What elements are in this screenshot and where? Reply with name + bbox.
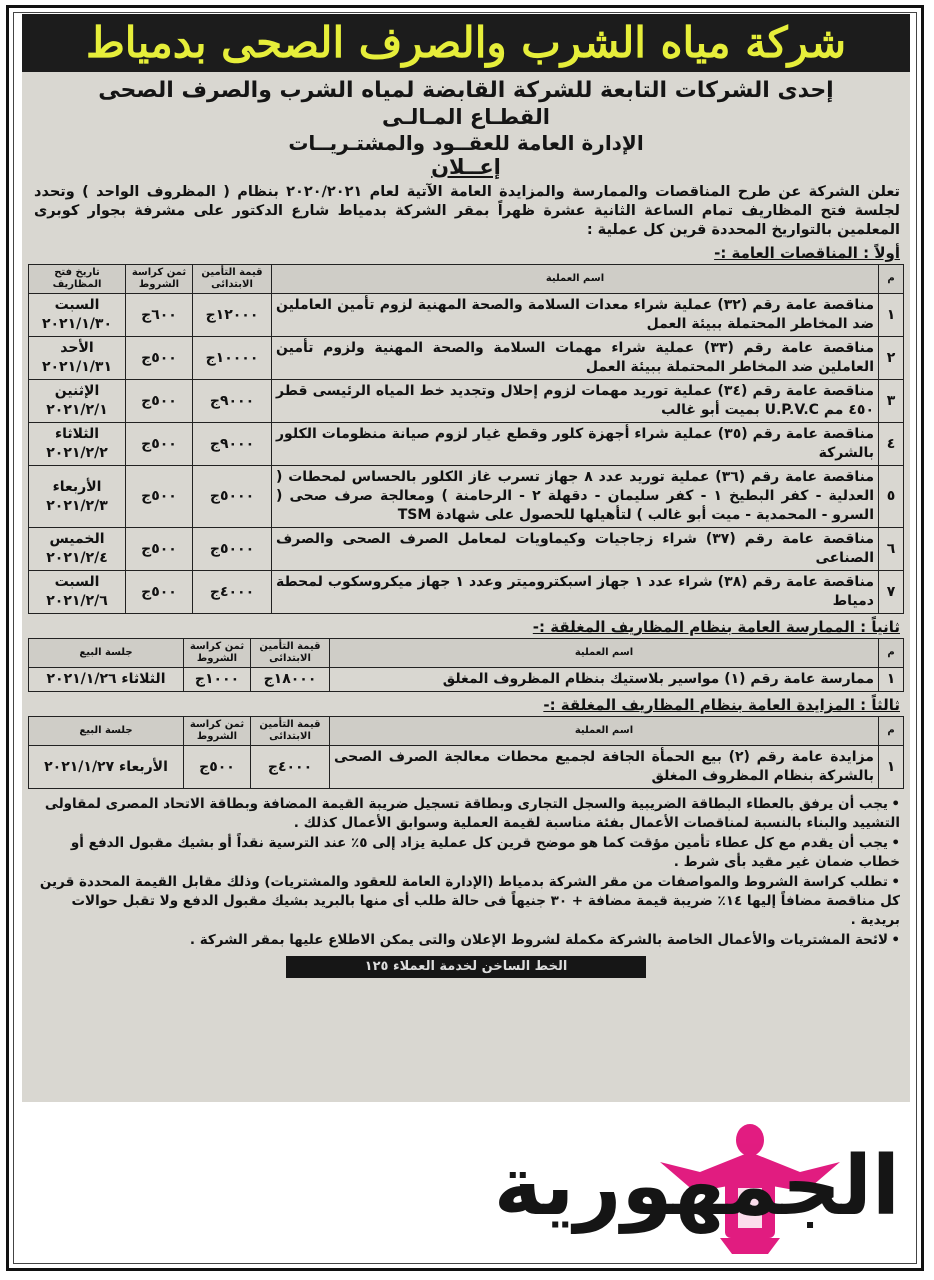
row-insurance: ١٢٠٠٠ج: [193, 294, 272, 337]
row-date: ٢٠٢١/٢/٤: [46, 550, 108, 566]
section-1-title: أولاً : المناقصات العامة :-: [714, 244, 900, 262]
col-insurance: قيمة التأمين الابتدائى: [193, 265, 272, 294]
notes-list: [22, 789, 910, 950]
row-fee: ٥٠٠ج: [126, 571, 193, 614]
row-number: ١: [879, 746, 904, 789]
row-day: الثلاثاء: [54, 426, 100, 442]
bullet-icon: •: [891, 874, 900, 890]
row-open-date: [29, 528, 126, 571]
row-session: الأربعاء ٢٠٢١/١/٢٧: [29, 746, 184, 789]
note-text: لائحة المشتريات والأعمال الخاصة بالشركة مكملة لشروط الإعلان والتى يمكن الاطلاع عليها بمقر الشركة .: [189, 932, 888, 948]
row-operation-name: مناقصة عامة رقم (٣٨) شراء عدد ١ جهاز اسبكتروميتر وعدد ١ جهاز ميكروسكوب لمحطة دمياط: [272, 571, 879, 614]
row-date: ٢٠٢١/١/٣١: [41, 359, 113, 375]
newspaper-clipping: [22, 14, 910, 1102]
logo-text: الجمهورية: [493, 1139, 900, 1234]
row-number: ٢: [879, 337, 904, 380]
col-fee: ثمن كراسة الشروط: [184, 717, 251, 746]
row-fee: ٥٠٠ج: [126, 528, 193, 571]
bullet-icon: •: [891, 835, 900, 851]
row-date: ٢٠٢١/١/٣٠: [41, 316, 113, 332]
table-row: [29, 668, 904, 692]
note-text: يجب أن يقدم مع كل عطاء تأمين مؤقت كما هو موضح قرين كل عملية يزاد إلى ٥٪ عند الترسية نقداً أو بشيك مقبول الدفع أو خطاب ضمان غير مقيد بأى شرط .: [70, 835, 900, 870]
row-number: ٦: [879, 528, 904, 571]
row-insurance: ٩٠٠٠ج: [193, 423, 272, 466]
row-open-date: [29, 337, 126, 380]
row-operation-name: مناقصة عامة رقم (٣٣) عملية شراء مهمات السلامة والصحة المهنية ولزوم تأمين العاملين ضد المخاطر المحتملة ببيئة العمل: [272, 337, 879, 380]
col-insurance: قيمة التأمين الابتدائى: [251, 639, 330, 668]
row-operation-name: مناقصة عامة رقم (٣٢) عملية شراء معدات السلامة والصحة المهنية لزوم تأمين العاملين ضد المخاطر المحتملة ببيئة العمل: [272, 294, 879, 337]
col-session: جلسة البيع: [29, 639, 184, 668]
row-open-date: [29, 294, 126, 337]
col-operation: اسم العملية: [330, 717, 879, 746]
table-row: [29, 466, 904, 528]
row-date: ٢٠٢١/٢/٦: [46, 593, 108, 609]
row-operation-name: مزايدة عامة رقم (٢) بيع الحمأة الجافة لجميع محطات معالجة الصرف الصحى بالشركة بنظام المظروف المغلق: [330, 746, 879, 789]
row-fee: ٥٠٠ج: [126, 423, 193, 466]
row-open-date: [29, 571, 126, 614]
row-fee: ٥٠٠ج: [126, 337, 193, 380]
row-date: ٢٠٢١/٢/٢: [46, 445, 108, 461]
row-open-date: [29, 380, 126, 423]
table-header-row: [29, 265, 904, 294]
row-day: الإثنين: [54, 383, 100, 399]
table-row: [29, 746, 904, 789]
row-number: ١: [879, 294, 904, 337]
col-open-date: تاريخ فتح المظاريف: [29, 265, 126, 294]
auction-table: [28, 716, 904, 789]
intro-paragraph: تعلن الشركة عن طرح المناقصات والممارسة والمزايدة العامة الآتية لعام ٢٠٢٠/٢٠٢١ بنظام ( المظروف الواحد ) وتحدد لجلسة فتح المظاريف تمام الساعة الثانية عشرة ظهراً بمقر الشركة بدمياط شارع الدكتور على مشرفة بجوار كوبرى المعلمين بالتواريخ المحددة قرين كل عملية :: [34, 184, 900, 238]
col-operation: اسم العملية: [272, 265, 879, 294]
table-row: [29, 380, 904, 423]
row-insurance: ٤٠٠٠ج: [193, 571, 272, 614]
note-item: [32, 931, 900, 950]
table-row: [29, 294, 904, 337]
header-line-2: القطـاع المـالـى: [382, 105, 550, 129]
bullet-icon: •: [891, 796, 900, 812]
row-number: ٧: [879, 571, 904, 614]
note-text: تطلب كراسة الشروط والمواصفات من مقر الشركة بدمياط (الإدارة العامة للعقود والمشتريات) وذلك مقابل القيمة المحددة قرين كل مناقصة مضافاً إليها ١٤٪ ضريبة قيمة مضافة + ٣٠ جنيهاً فى حالة طلب أى منها بالبريد بشيك مقبول الدفع ولا تقبل حوالات بريدية .: [39, 874, 900, 928]
row-session: الثلاثاء ٢٠٢١/١/٢٦: [29, 668, 184, 692]
tenders-table: [28, 264, 904, 614]
row-day: السبت: [54, 297, 100, 313]
row-operation-name: مناقصة عامة رقم (٣٤) عملية توريد مهمات لزوم إحلال وتجديد خط المياه الرئيسى قطر ٤٥٠ مم U.P.V.C بميت أبو غالب: [272, 380, 879, 423]
company-banner: شركة مياه الشرب والصرف الصحى بدمياط: [22, 14, 910, 72]
hotline-bar: الخط الساخن لخدمة العملاء ١٢٥: [286, 956, 646, 978]
row-number: ٤: [879, 423, 904, 466]
col-number: م: [879, 639, 904, 668]
table-row: [29, 337, 904, 380]
row-fee: ٥٠٠ج: [126, 380, 193, 423]
row-day: الأربعاء: [52, 478, 102, 495]
table-header-row: [29, 717, 904, 746]
row-open-date: [29, 466, 126, 528]
row-fee: ٥٠٠ج: [184, 746, 251, 789]
note-text: يجب أن يرفق بالعطاء البطاقة الضريبية والسجل التجارى وبطاقة تسجيل ضريبة القيمة المضافة وبطاقة الاتحاد المصرى لمقاولى التشييد والبناء بالنسبة لمناقصات الأعمال بفئة مناسبة لقيمة العملية وسوابق الأعمال كذلك .: [44, 796, 900, 831]
note-item: [32, 795, 900, 833]
col-session: جلسة البيع: [29, 717, 184, 746]
note-item: [32, 873, 900, 930]
table-header-row: [29, 639, 904, 668]
row-date: ٢٠٢١/٢/١: [46, 402, 108, 418]
section-2-title: ثانياً : الممارسة العامة بنظام المظاريف المغلقة :-: [532, 618, 900, 636]
bullet-icon: •: [891, 932, 900, 948]
row-operation-name: ممارسة عامة رقم (١) مواسير بلاستيك بنظام المظروف المغلق: [330, 668, 879, 692]
table-row: [29, 571, 904, 614]
row-insurance: ٩٠٠٠ج: [193, 380, 272, 423]
col-operation: اسم العملية: [330, 639, 879, 668]
row-insurance: ١٠٠٠٠ج: [193, 337, 272, 380]
row-date: ٢٠٢١/٢/٣: [46, 497, 108, 514]
row-day: السبت: [54, 574, 100, 590]
table-row: [29, 528, 904, 571]
row-day: الأحد: [60, 340, 94, 356]
row-insurance: ٥٠٠٠ج: [193, 528, 272, 571]
row-fee: ٦٠٠ج: [126, 294, 193, 337]
row-number: ٥: [879, 466, 904, 528]
row-fee: ٥٠٠ج: [126, 466, 193, 528]
header-line-1: إحدى الشركات التابعة للشركة القابضة لمياه الشرب والصرف الصحى: [98, 78, 834, 103]
col-number: م: [879, 265, 904, 294]
newspaper-logo: [493, 1112, 900, 1257]
announcement-title: إعــلان: [431, 155, 501, 179]
row-insurance: ٥٠٠٠ج: [193, 466, 272, 528]
col-fee: ثمن كراسة الشروط: [126, 265, 193, 294]
row-number: ٣: [879, 380, 904, 423]
note-item: [32, 834, 900, 872]
col-number: م: [879, 717, 904, 746]
header-line-3: الإدارة العامة للعقــود والمشتـريــات: [288, 131, 644, 155]
row-fee: ١٠٠٠ج: [184, 668, 251, 692]
row-operation-name: مناقصة عامة رقم (٣٧) شراء زجاجيات وكيماويات لمعامل الصرف الصحى والصرف الصناعى: [272, 528, 879, 571]
row-insurance: ١٨٠٠٠ج: [251, 668, 330, 692]
row-open-date: [29, 423, 126, 466]
row-insurance: ٤٠٠٠ج: [251, 746, 330, 789]
row-day: الخميس: [49, 531, 105, 547]
col-insurance: قيمة التأمين الابتدائى: [251, 717, 330, 746]
row-operation-name: مناقصة عامة رقم (٣٥) عملية شراء أجهزة كلور وقطع غيار لزوم صيانة منظومات الكلور بالشركة: [272, 423, 879, 466]
col-fee: ثمن كراسة الشروط: [184, 639, 251, 668]
section-3-title: ثالثاً : المزايدة العامة بنظام المظاريف المغلقة :-: [543, 696, 900, 714]
row-operation-name: مناقصة عامة رقم (٣٦) عملية توريد عدد ٨ جهاز تسرب غاز الكلور بالحساس لمحطات ( العدلية - كفر البطيخ ١ - كفر سليمان - دقهلة ٢ - الرحامنة ) ومعالجة صرف صحى ( السرو - المحمدية - ميت أبو غالب ) لتأهيلها للحصول على شهادة TSM: [272, 466, 879, 528]
table-row: [29, 423, 904, 466]
row-number: ١: [879, 668, 904, 692]
practice-table: [28, 638, 904, 692]
